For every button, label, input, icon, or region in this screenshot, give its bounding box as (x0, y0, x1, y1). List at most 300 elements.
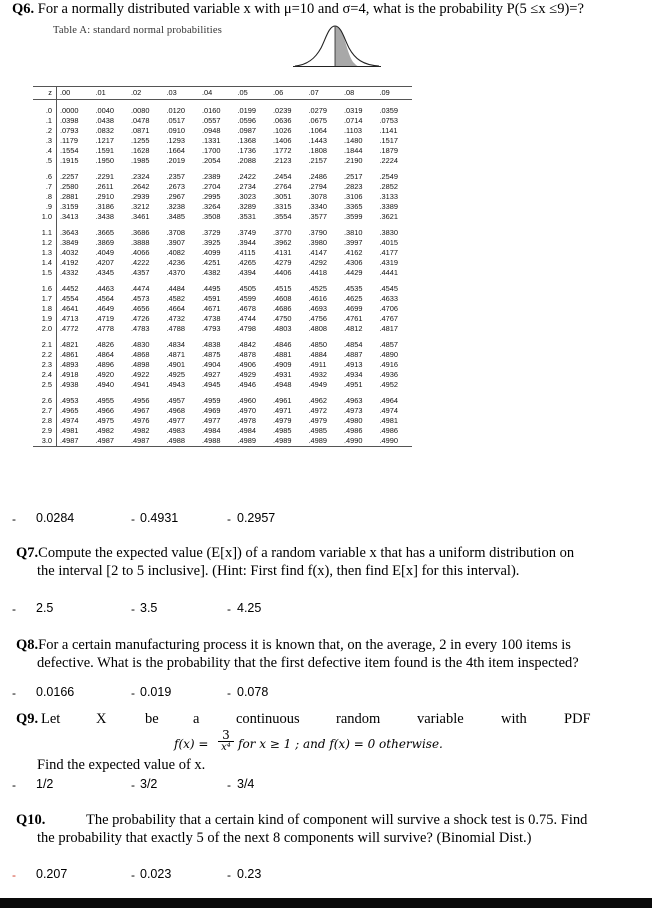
table-cell: .3023 (237, 192, 256, 201)
table-cell: .0478 (131, 116, 150, 125)
table-cell: .4767 (379, 314, 398, 323)
table-cell: .3729 (202, 228, 221, 237)
table-cell: .4564 (95, 294, 114, 303)
table-cell: .4649 (95, 304, 114, 313)
table-cell: .4713 (60, 314, 79, 323)
q8-line2: defective. What is the probability that the first defective item found is the 4th item inspected? (37, 655, 579, 671)
table-row-z: .2 (33, 126, 57, 136)
q7-option-2[interactable]: 3.5 (140, 601, 158, 615)
table-cell: .2794 (308, 182, 327, 191)
table-cell: .4719 (95, 314, 114, 323)
table-cell: .4545 (379, 284, 398, 293)
table-cell: .4931 (273, 370, 292, 379)
q6-question (12, 1, 584, 18)
table-cell: .4970 (237, 406, 256, 415)
table-cell: .1026 (273, 126, 292, 135)
table-cell: .4788 (166, 324, 185, 333)
table-cell: .1628 (131, 146, 150, 155)
table-cell: .4976 (131, 416, 150, 425)
table-header-cell: .09 (377, 87, 413, 100)
table-row-z: .8 (33, 192, 57, 202)
table-cell: .4099 (202, 248, 221, 257)
q7-line2: the interval [2 to 5 inclusive]. (Hint: First find f(x), then find E[x] for this interval). (37, 563, 520, 579)
table-cell: .3686 (131, 228, 150, 237)
table-cell: .3051 (273, 192, 292, 201)
table-cell: .4984 (202, 426, 221, 435)
table-cell: .4686 (273, 304, 292, 313)
table-cell: .4978 (237, 416, 256, 425)
table-cell: .4988 (199, 436, 235, 447)
table-cell: .3186 (95, 202, 114, 211)
table-cell: .4986 (344, 426, 363, 435)
table-cell: .4306 (344, 258, 363, 267)
table-cell: .4896 (95, 360, 114, 369)
table-row-z: 2.8 (33, 416, 57, 426)
table-cell: .4968 (166, 406, 185, 415)
table-cell: .4925 (166, 370, 185, 379)
table-cell: .4115 (237, 248, 256, 257)
table-cell: .1293 (166, 136, 185, 145)
table-cell: .2123 (273, 156, 292, 165)
table-cell: .1985 (131, 156, 150, 165)
table-cell: .4986 (379, 426, 398, 435)
table-cell: .4382 (202, 268, 221, 277)
table-cell: .4929 (237, 370, 256, 379)
table-cell: .2190 (344, 156, 363, 165)
q10-line1: The probability that a certain kind of component will survive a shock test is 0.75. Find (86, 812, 588, 828)
q9-option-3[interactable]: 3/4 (237, 777, 255, 791)
table-cell: .0438 (95, 116, 114, 125)
table-cell: .2881 (60, 192, 79, 201)
table-cell: .4955 (95, 396, 114, 405)
table-cell: .4966 (95, 406, 114, 415)
table-row (33, 426, 412, 436)
q6-text: For a normally distributed variable x with μ=10 and σ=4, what is the probability P(5 ≤x ≤9)=? (37, 1, 584, 17)
table-cell: .4616 (308, 294, 327, 303)
z-table (33, 86, 412, 447)
table-cell: .3907 (166, 238, 185, 247)
table-cell: .3980 (308, 238, 327, 247)
table-cell: .3315 (273, 202, 292, 211)
q6-option-1[interactable]: 0.0284 (36, 511, 75, 525)
table-cell: .4573 (131, 294, 150, 303)
table-cell: .1064 (308, 126, 327, 135)
table-row-z: .9 (33, 202, 57, 212)
table-cell: .3438 (95, 212, 114, 221)
table-cell: .4793 (202, 324, 221, 333)
table-cell: .4962 (308, 396, 327, 405)
q10-option-2[interactable]: 0.023 (140, 867, 172, 881)
table-cell: .4948 (273, 380, 292, 389)
table-cell: .4943 (166, 380, 185, 389)
table-cell: .4982 (95, 426, 114, 435)
table-row-z: 1.0 (33, 212, 57, 222)
table-cell: .2580 (60, 182, 79, 191)
table-cell: .3365 (344, 202, 363, 211)
table-row-z: 1.8 (33, 304, 57, 314)
table-cell: .4394 (237, 268, 256, 277)
q10-option-1[interactable]: 0.207 (36, 867, 68, 881)
table-cell: .4982 (131, 426, 150, 435)
table-row (33, 258, 412, 268)
table-row-z: 2.0 (33, 324, 57, 334)
q8-option-3[interactable]: 0.078 (237, 685, 269, 699)
q7-option-1[interactable]: 2.5 (36, 601, 54, 615)
table-cell: .4985 (308, 426, 327, 435)
table-cell: .4783 (131, 324, 150, 333)
table-cell: .3289 (237, 202, 256, 211)
table-cell: .2054 (202, 156, 221, 165)
table-cell: .4934 (344, 370, 363, 379)
table-cell: .4868 (131, 350, 150, 359)
table-cell: .1736 (237, 146, 256, 155)
q10-question (16, 812, 616, 829)
table-row (33, 172, 412, 182)
table-cell: .4967 (131, 406, 150, 415)
table-cell: .3621 (379, 212, 398, 221)
table-cell: .4608 (273, 294, 292, 303)
table-cell: .1772 (273, 146, 292, 155)
q7-question (16, 545, 574, 562)
table-cell: .0910 (166, 126, 185, 135)
table-cell: .4941 (131, 380, 150, 389)
table-cell: .4495 (202, 284, 221, 293)
table-row-z: .5 (33, 156, 57, 166)
table-cell: .0832 (95, 126, 114, 135)
table-cell: .3577 (308, 212, 327, 221)
table-cell: .3997 (344, 238, 363, 247)
table-cell: .4990 (377, 436, 413, 447)
table-cell: .2704 (202, 182, 221, 191)
q7-option-3[interactable]: 4.25 (237, 601, 262, 615)
table-cell: .4699 (344, 304, 363, 313)
table-cell: .4812 (344, 324, 363, 333)
table-cell: .2673 (166, 182, 185, 191)
table-row (33, 136, 412, 146)
q10-number: Q10. (16, 812, 46, 828)
q9-formula: f(x) = 3 x⁴ for x ≥ 1 ; and f(x) = 0 otherwise. (174, 728, 443, 753)
table-row-z: 1.6 (33, 284, 57, 294)
table-cell: .1517 (379, 136, 398, 145)
q10-line2: the probability that exactly 5 of the next 8 components will survive? (Binomial Dist.) (37, 830, 532, 846)
table-cell: .2257 (60, 172, 79, 181)
table-cell: .4979 (273, 416, 292, 425)
table-cell: .4834 (166, 340, 185, 349)
table-cell: .1103 (344, 126, 362, 135)
table-cell: .4861 (60, 350, 79, 359)
table-cell: .4846 (273, 340, 292, 349)
table-cell: .2224 (379, 156, 398, 165)
table-cell: .4678 (237, 304, 256, 313)
table-cell: .1950 (95, 156, 114, 165)
table-cell: .3643 (60, 228, 79, 237)
table-cell: .4778 (95, 324, 114, 333)
table-cell: .3925 (202, 238, 221, 247)
table-cell: .4452 (60, 284, 79, 293)
table-row (33, 370, 412, 380)
table-cell: .4983 (166, 426, 185, 435)
table-cell: .0160 (202, 106, 221, 115)
q6-option-2[interactable]: 0.4931 (140, 511, 179, 525)
table-cell: .4916 (379, 360, 398, 369)
q9-option-1[interactable]: 1/2 (36, 777, 54, 791)
table-row (33, 294, 412, 304)
table-cell: .2291 (95, 172, 114, 181)
table-cell: .4987 (93, 436, 129, 447)
table-cell: .4656 (131, 304, 150, 313)
table-cell: .4671 (202, 304, 221, 313)
table-row-z: 1.7 (33, 294, 57, 304)
table-cell: .4082 (166, 248, 185, 257)
table-cell: .4875 (202, 350, 221, 359)
table-row (33, 324, 412, 334)
table-cell: .4192 (60, 258, 79, 267)
table-cell: .4988 (164, 436, 200, 447)
table-cell: .0714 (344, 116, 363, 125)
table-row (33, 396, 412, 406)
table-cell: .4265 (237, 258, 256, 267)
table-cell: .0596 (237, 116, 256, 125)
table-cell: .1554 (60, 146, 79, 155)
table-cell: .4345 (95, 268, 114, 277)
table-cell: .1368 (237, 136, 256, 145)
table-cell: .4817 (379, 324, 398, 333)
q8-option-2[interactable]: 0.019 (140, 685, 172, 699)
table-cell: .4989 (235, 436, 271, 447)
table-cell: .0557 (202, 116, 221, 125)
table-cell: .2517 (344, 172, 363, 181)
table-row-z: 1.9 (33, 314, 57, 324)
table-cell: .4066 (131, 248, 150, 257)
table-cell: .4960 (237, 396, 256, 405)
table-cell: .4664 (166, 304, 185, 313)
table-cell: .2324 (131, 172, 150, 181)
table-cell: .4920 (95, 370, 114, 379)
table-cell: .4505 (237, 284, 256, 293)
table-cell: .4893 (60, 360, 79, 369)
table-cell: .4463 (95, 284, 114, 293)
table-cell: .4884 (308, 350, 327, 359)
table-cell: .4964 (379, 396, 398, 405)
q8-number: Q8. (16, 637, 39, 653)
table-cell: .4987 (57, 436, 93, 447)
table-cell: .1591 (95, 146, 114, 155)
table-cell: .1406 (273, 136, 292, 145)
table-cell: .4222 (131, 258, 150, 267)
table-cell: .4147 (308, 248, 327, 257)
table-cell: .4979 (308, 416, 327, 425)
table-cell: .4826 (95, 340, 114, 349)
table-cell: .4989 (270, 436, 306, 447)
table-cell: .3106 (344, 192, 363, 201)
table-cell: .3238 (166, 202, 185, 211)
table-cell: .4990 (341, 436, 377, 447)
table-cell: .3944 (237, 238, 256, 247)
table-row (33, 350, 412, 360)
q10-option-3[interactable]: 0.23 (237, 867, 262, 881)
table-cell: .0793 (60, 126, 79, 135)
table-cell: .4803 (273, 324, 292, 333)
table-cell: .0120 (166, 106, 185, 115)
table-cell: .0080 (131, 106, 150, 115)
table-cell: .4535 (344, 284, 363, 293)
table-cell: .4871 (166, 350, 185, 359)
table-cell: .4838 (202, 340, 221, 349)
table-cell: .3830 (379, 228, 398, 237)
table-cell: .0871 (131, 126, 150, 135)
table-cell: .3665 (95, 228, 114, 237)
table-cell: .3810 (344, 228, 363, 237)
table-cell: .3770 (273, 228, 292, 237)
table-cell: .4332 (60, 268, 79, 277)
table-cell: .1255 (131, 136, 150, 145)
table-cell: .0636 (273, 116, 292, 125)
table-cell: .3749 (237, 228, 256, 237)
table-cell: .3962 (273, 238, 292, 247)
table-cell: .4625 (344, 294, 363, 303)
table-cell: .3790 (308, 228, 327, 237)
table-cell: .4949 (308, 380, 327, 389)
table-cell: .4441 (379, 268, 398, 277)
table-row-z: 2.5 (33, 380, 57, 390)
table-cell: .4918 (60, 370, 79, 379)
table-cell: .4959 (202, 396, 221, 405)
table-cell: .4898 (131, 360, 150, 369)
table-row (33, 284, 412, 294)
table-cell: .2088 (237, 156, 256, 165)
table-row-z: 2.7 (33, 406, 57, 416)
table-row (33, 436, 412, 447)
table-cell: .4901 (166, 360, 185, 369)
table-header-cell: .08 (341, 87, 377, 100)
table-cell: .4633 (379, 294, 398, 303)
table-cell: .3159 (60, 202, 79, 211)
table-cell: .3554 (273, 212, 292, 221)
table-cell: .4830 (131, 340, 150, 349)
table-cell: .4131 (273, 248, 292, 257)
table-row-z: 1.3 (33, 248, 57, 258)
table-cell: .4977 (166, 416, 185, 425)
table-cell: .0517 (166, 116, 185, 125)
table-cell: .4973 (344, 406, 363, 415)
table-cell: .4881 (273, 350, 292, 359)
table-cell: .1217 (95, 136, 114, 145)
table-row-z: 2.4 (33, 370, 57, 380)
table-row-z: 1.1 (33, 228, 57, 238)
table-cell: .2486 (308, 172, 327, 181)
table-cell: .3508 (202, 212, 221, 221)
table-cell: .3708 (166, 228, 185, 237)
table-cell: .1915 (60, 156, 79, 165)
table-cell: .3869 (95, 238, 114, 247)
table-cell: .3531 (237, 212, 256, 221)
table-cell: .4641 (60, 304, 79, 313)
table-cell: .4761 (344, 314, 363, 323)
q9-number: Q9. (16, 711, 39, 727)
table-header-cell: .07 (306, 87, 342, 100)
table-cell: .3264 (202, 202, 221, 211)
table-row-z: 2.6 (33, 396, 57, 406)
table-row-z: 2.3 (33, 360, 57, 370)
table-cell: .0199 (237, 106, 256, 115)
table-row (33, 304, 412, 314)
table-cell: .4974 (60, 416, 79, 425)
table-cell: .4981 (379, 416, 398, 425)
table-cell: .4842 (237, 340, 256, 349)
table-header-z: z (33, 87, 57, 100)
table-cell: .4772 (60, 324, 79, 333)
table-cell: .4927 (202, 370, 221, 379)
table-header-cell: .06 (270, 87, 306, 100)
table-cell: .0040 (95, 106, 114, 115)
table-cell: .4956 (131, 396, 150, 405)
table-cell: .1700 (202, 146, 221, 155)
table-cell: .3389 (379, 202, 398, 211)
table-cell: .4756 (308, 314, 327, 323)
table-cell: .4951 (344, 380, 363, 389)
q6-option-3[interactable]: 0.2957 (237, 511, 276, 525)
q9-option-2[interactable]: 3/2 (140, 777, 158, 791)
table-cell: .4974 (379, 406, 398, 415)
table-row (33, 268, 412, 278)
table-cell: .4474 (131, 284, 150, 293)
table-row (33, 182, 412, 192)
table-row (33, 202, 412, 212)
table-row-z: 2.9 (33, 426, 57, 436)
table-cell: .4732 (166, 314, 185, 323)
table-cell: .2549 (379, 172, 398, 181)
table-row (33, 248, 412, 258)
table-cell: .4953 (60, 396, 79, 405)
table-cell: .4965 (60, 406, 79, 415)
table-cell: .4913 (344, 360, 363, 369)
table-cell: .2967 (166, 192, 185, 201)
table-cell: .2422 (237, 172, 256, 181)
table-cell: .4980 (344, 416, 363, 425)
table-cell: .4946 (237, 380, 256, 389)
table-cell: .4484 (166, 284, 185, 293)
table-cell: .3849 (60, 238, 79, 247)
table-cell: .3212 (131, 202, 150, 211)
table-row-z: .6 (33, 172, 57, 182)
table-cell: .0359 (379, 106, 398, 115)
table-cell: .2642 (131, 182, 150, 191)
table-cell: .4904 (202, 360, 221, 369)
table-cell: .4319 (379, 258, 398, 267)
table-cell: .0675 (308, 116, 327, 125)
table-row (33, 314, 412, 324)
table-row-z: .0 (33, 106, 57, 116)
q9-line3: Find the expected value of x. (37, 757, 206, 773)
table-cell: .1808 (308, 146, 327, 155)
table-cell: .4971 (273, 406, 292, 415)
table-row-z: .7 (33, 182, 57, 192)
table-header-cell: .02 (128, 87, 164, 100)
table-row (33, 406, 412, 416)
table-cell: .4292 (308, 258, 327, 267)
table-cell: .2852 (379, 182, 398, 191)
table-cell: .4429 (344, 268, 363, 277)
table-cell: .1443 (308, 136, 327, 145)
q8-option-1[interactable]: 0.0166 (36, 685, 75, 699)
table-header-cell: .00 (57, 87, 93, 100)
table-cell: .3413 (60, 212, 79, 221)
table-cell: .3485 (166, 212, 185, 221)
table-cell: .2995 (202, 192, 221, 201)
table-cell: .0753 (379, 116, 398, 125)
table-cell: .0319 (344, 106, 363, 115)
table-cell: .4936 (379, 370, 398, 379)
